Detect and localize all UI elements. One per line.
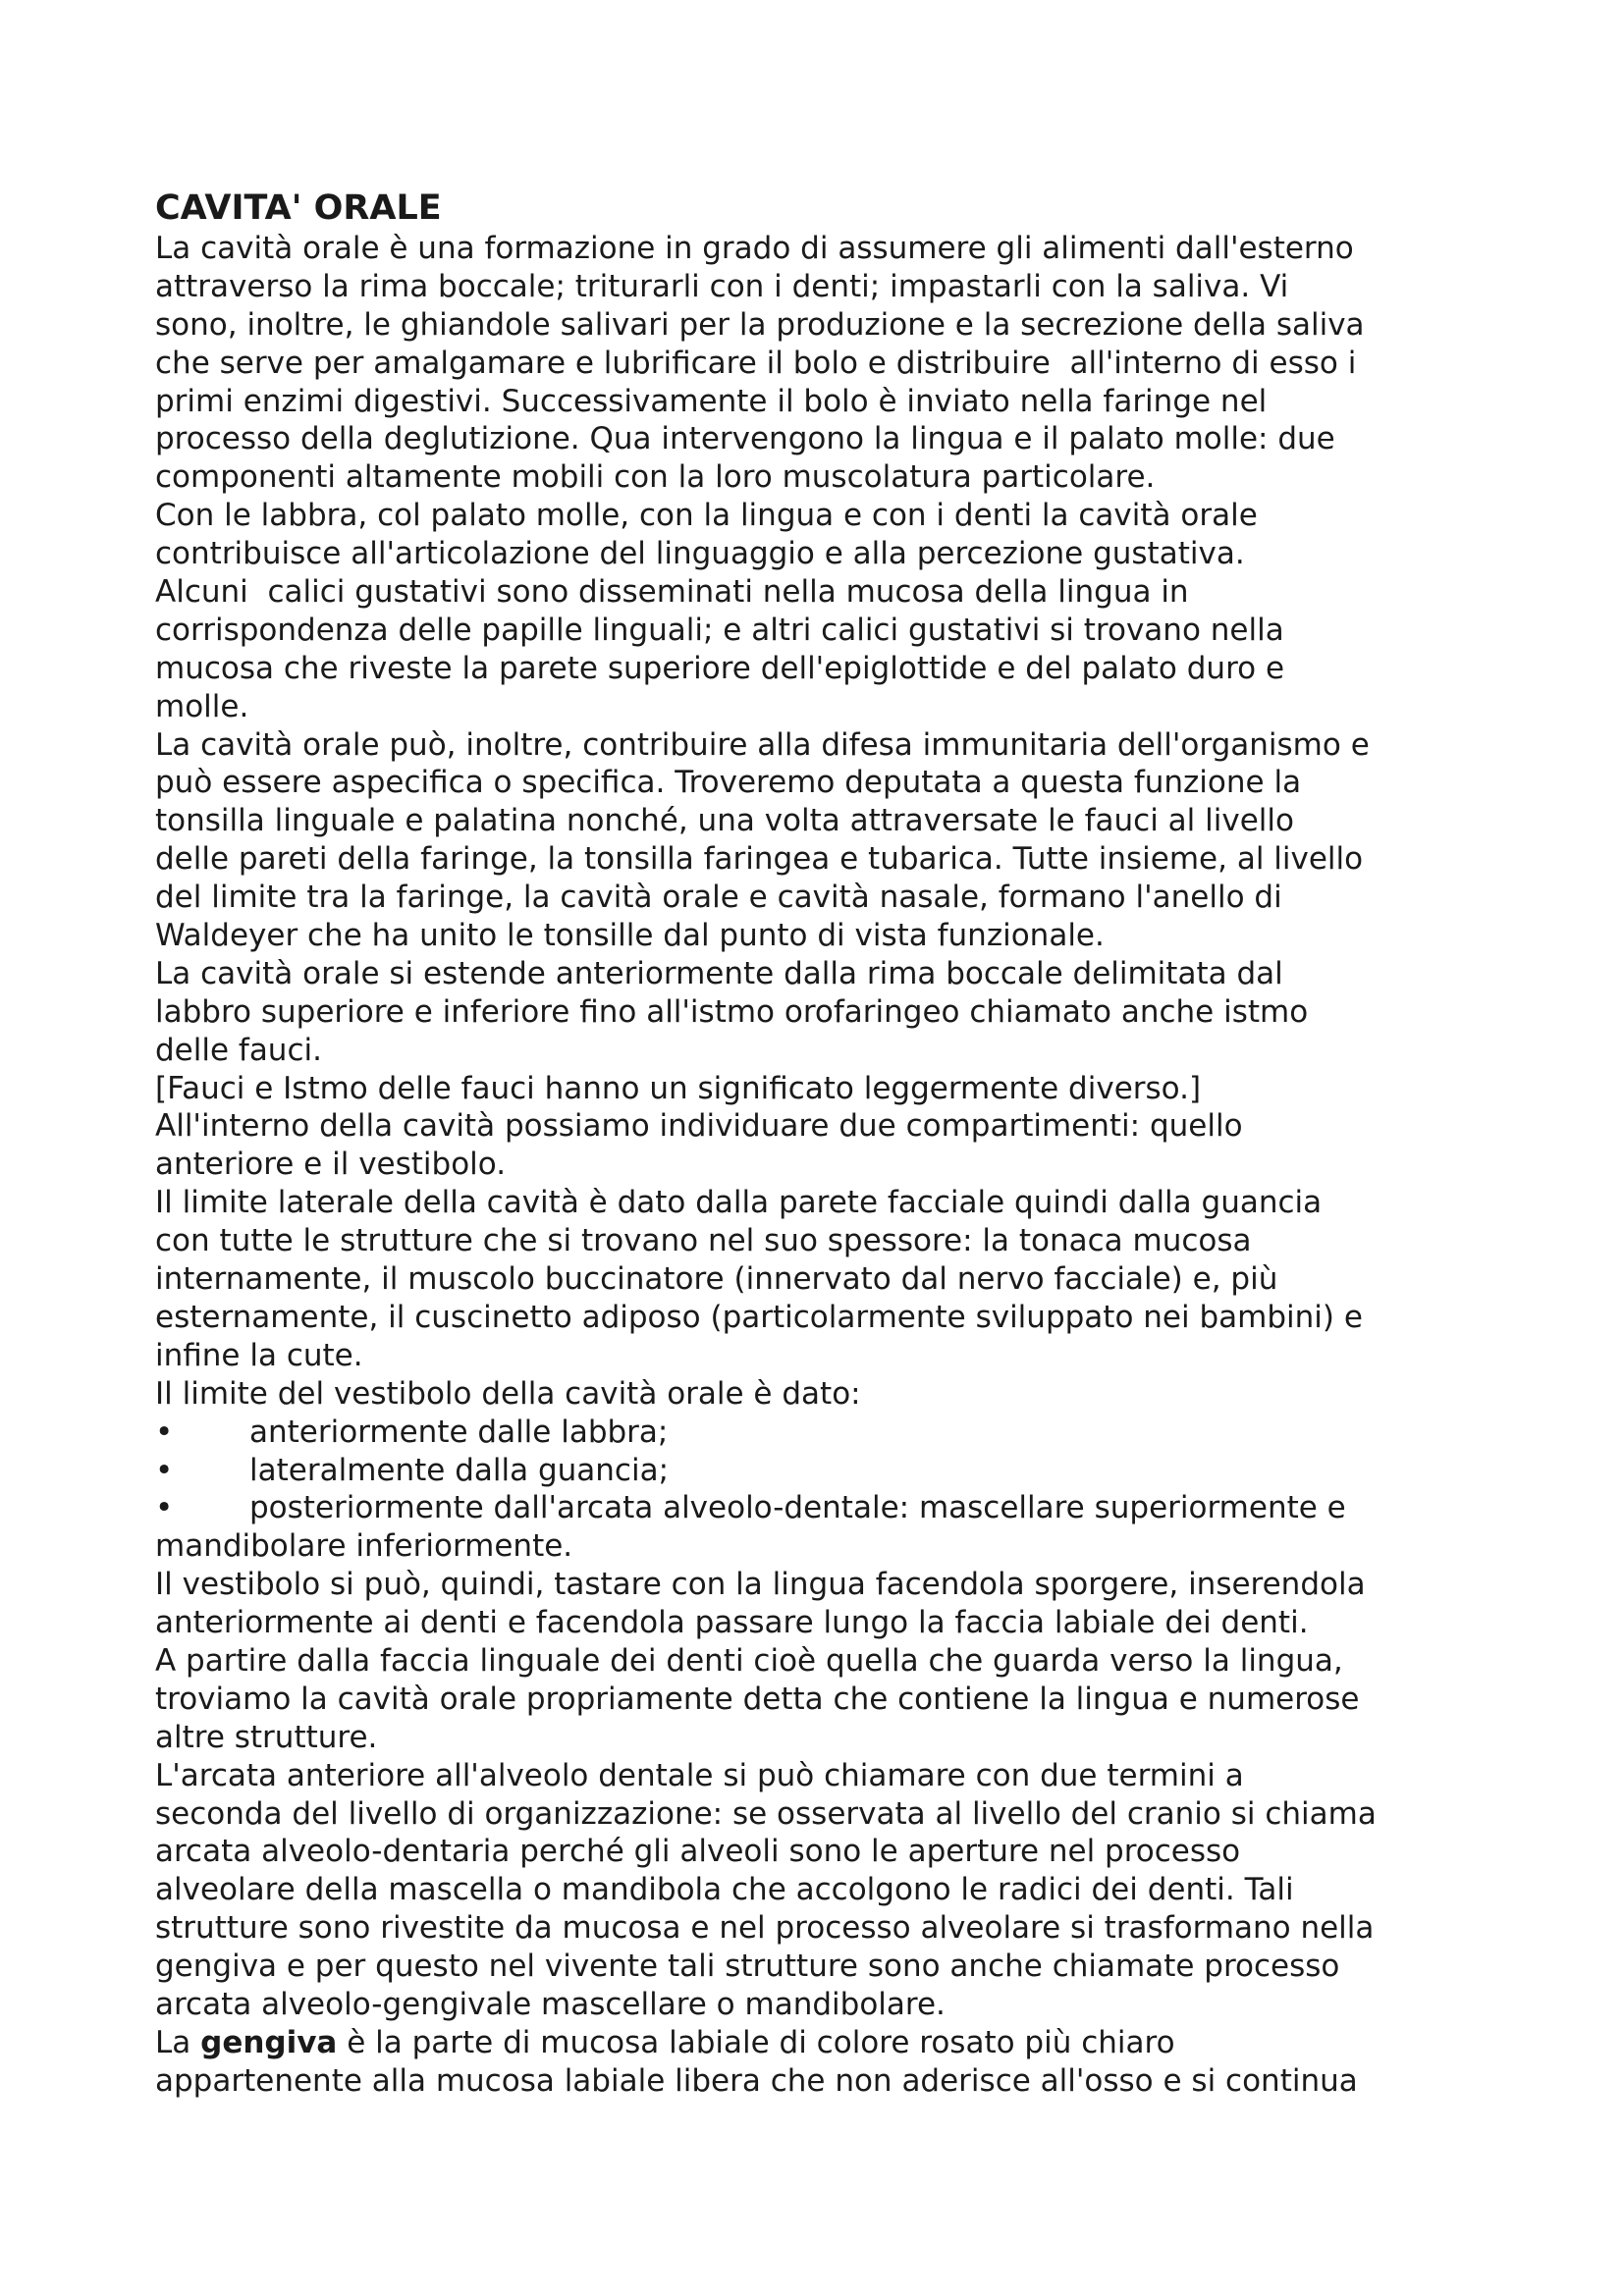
text-line: arcata alveolo-gengivale mascellare o mandibolare. (155, 1986, 946, 2022)
text-line: altre strutture. (155, 1719, 378, 1755)
text-line: La cavità orale è una formazione in grado di assumere gli alimenti dall'esterno (155, 231, 1354, 266)
text-line: mandibolare inferiormente. (155, 1528, 573, 1565)
text-line: con tutte le strutture che si trovano nel suo spessore: la tonaca mucosa (155, 1223, 1252, 1259)
list-item (155, 1414, 1490, 1452)
bullet-icon: • (155, 1452, 174, 1488)
text-line: troviamo la cavità orale propriamente detta che contiene la lingua e numerose (155, 1681, 1360, 1717)
list-item-text: posteriormente dall'arcata alveolo-dentale: mascellare superiormente e (249, 1490, 1346, 1526)
text-line: che serve per amalgamare e lubrificare il bolo e distribuire all'interno di esso i (155, 345, 1357, 381)
text-line: seconda del livello di organizzazione: se osservata al livello del cranio si chiama (155, 1795, 1377, 1832)
text-line: del limite tra la faringe, la cavità orale e cavità nasale, formano l'anello di (155, 880, 1282, 916)
text-line: esternamente, il cuscinetto adiposo (particolarmente sviluppato nei bambini) e (155, 1299, 1363, 1335)
document-title: CAVITA' ORALE (155, 188, 442, 228)
document-body (155, 230, 1490, 2101)
text-line: Il limite laterale della cavità è dato dalla parete facciale quindi dalla guancia (155, 1185, 1323, 1221)
text-line: Con le labbra, col palato molle, con la lingua e con i denti la cavità orale (155, 498, 1258, 534)
bullet-icon: • (155, 1414, 174, 1450)
text-line: anteriormente ai denti e facendola passare lungo la faccia labiale dei denti. (155, 1605, 1309, 1641)
text-line: labbro superiore e inferiore fino all'istmo orofaringeo chiamato anche istmo (155, 993, 1309, 1030)
text-line: Il vestibolo si può, quindi, tastare con la lingua facendola sporgere, inserendola (155, 1567, 1366, 1603)
text-line: L'arcata anteriore all'alveolo dentale si può chiamare con due termini a (155, 1757, 1244, 1793)
text-line: primi enzimi digestivi. Successivamente il bolo è inviato nella faringe nel (155, 383, 1268, 419)
text-line: strutture sono rivestite da mucosa e nel processo alveolare si trasformano nella (155, 1910, 1375, 1947)
document-content (155, 187, 1490, 2101)
text-line: mucosa che riveste la parete superiore dell'epiglottide e del palato duro e (155, 650, 1285, 686)
text-line: tonsilla linguale e palatina nonché, una volta attraversate le fauci al livello (155, 803, 1294, 839)
text-line: A partire dalla faccia linguale dei denti cioè quella che guarda verso la lingua, (155, 1642, 1343, 1679)
text-line: componenti altamente mobili con la loro muscolatura particolare. (155, 459, 1156, 496)
text-line: arcata alveolo-dentaria perché gli alveoli sono le aperture nel processo (155, 1834, 1241, 1870)
text-line: può essere aspecifica o specifica. Troveremo deputata a questa funzione la (155, 765, 1302, 801)
text-line: gengiva e per questo nel vivente tali strutture sono anche chiamate processo (155, 1949, 1340, 1985)
bold-term: gengiva (200, 2024, 338, 2060)
bullet-list (155, 1414, 1490, 1528)
paragraph-block (155, 1527, 1490, 2024)
text-line: appartenente alla mucosa labiale libera che non aderisce all'osso e si continua (155, 2062, 1358, 2099)
text-line: delle pareti della faringe, la tonsilla faringea e tubarica. Tutte insieme, al livello (155, 841, 1364, 878)
text-line: anteriore e il vestibolo. (155, 1147, 507, 1183)
text-line: infine la cute. (155, 1337, 363, 1373)
text-line: Waldeyer che ha unito le tonsille dal punto di vista funzionale. (155, 918, 1105, 954)
text-line: attraverso la rima boccale; triturarli con i denti; impastarli con la saliva. Vi (155, 268, 1289, 304)
list-item-text: anteriormente dalle labbra; (249, 1414, 669, 1450)
text-line: Alcuni calici gustativi sono disseminati nella mucosa della lingua in (155, 574, 1189, 611)
text-line: contribuisce all'articolazione del linguaggio e alla percezione gustativa. (155, 536, 1245, 572)
text-line: delle fauci. (155, 1032, 322, 1068)
text-line: molle. (155, 688, 249, 724)
text-line: La cavità orale può, inoltre, contribuire alla difesa immunitaria dell'organismo e (155, 726, 1370, 763)
list-item (155, 1489, 1490, 1527)
text-line: alveolare della mascella o mandibola che accolgono le radici dei denti. Tali (155, 1872, 1294, 1908)
text-line: internamente, il muscolo buccinatore (innervato dal nervo facciale) e, più (155, 1261, 1278, 1298)
bullet-icon: • (155, 1490, 174, 1526)
text-line: [Fauci e Istmo delle fauci hanno un significato leggermente diverso.] (155, 1070, 1202, 1106)
paragraph-block (155, 230, 1490, 1414)
list-item (155, 1452, 1490, 1490)
list-item-text: lateralmente dalla guancia; (249, 1452, 670, 1488)
text-line: processo della deglutizione. Qua intervengono la lingua e il palato molle: due (155, 421, 1335, 457)
text-line: All'interno della cavità possiamo individuare due compartimenti: quello (155, 1108, 1243, 1145)
text-line: Il limite del vestibolo della cavità orale è dato: (155, 1375, 861, 1412)
text-line: La gengiva è la parte di mucosa labiale di colore rosato più chiaro (155, 2024, 1175, 2060)
text-line: corrispondenza delle papille linguali; e altri calici gustativi si trovano nella (155, 612, 1284, 648)
text-line: La cavità orale si estende anteriormente dalla rima boccale delimitata dal (155, 955, 1283, 991)
text-line: sono, inoltre, le ghiandole salivari per la produzione e la secrezione della saliva (155, 306, 1365, 343)
